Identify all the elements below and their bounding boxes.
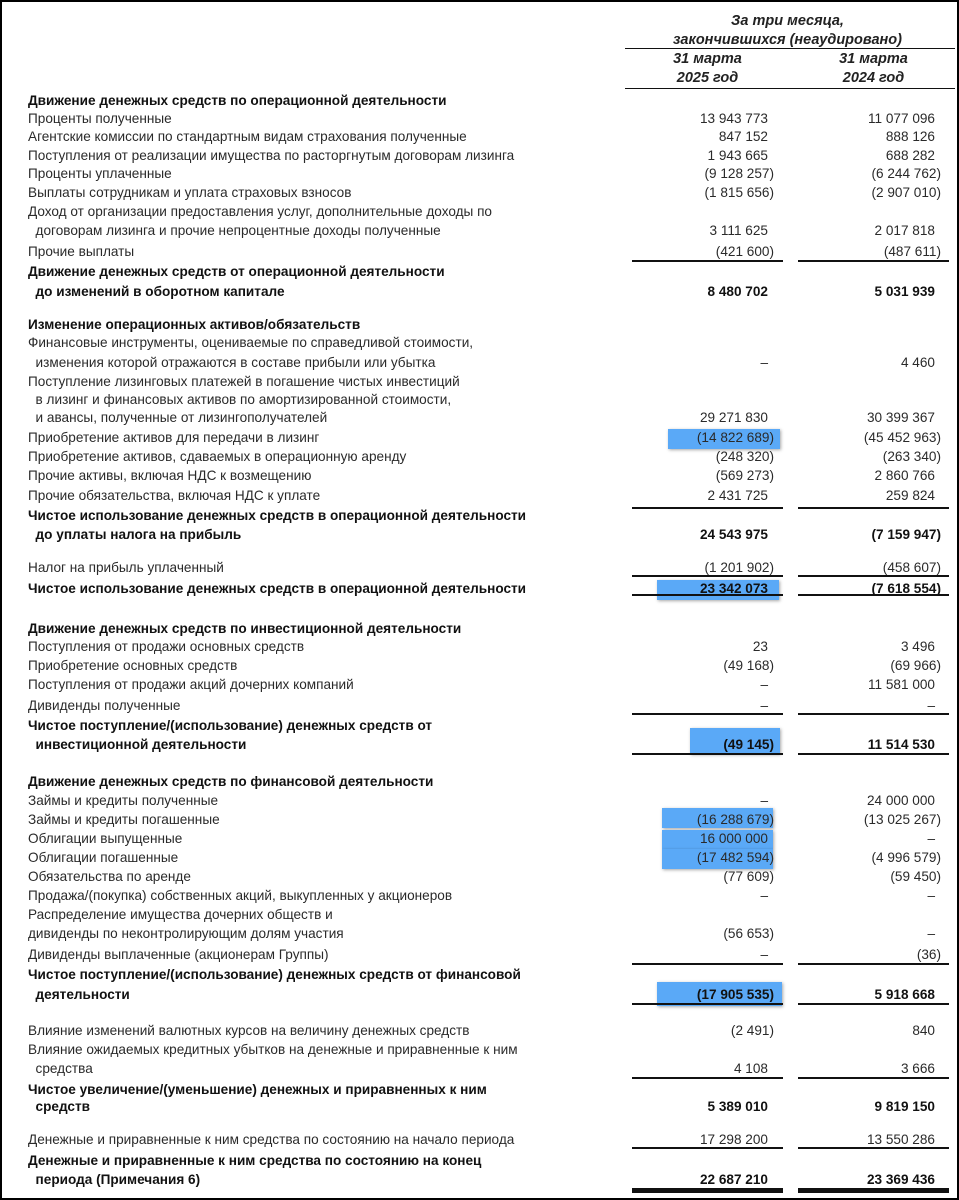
value-2025: (2 491) (730, 1023, 774, 1038)
value-2025: – (760, 793, 768, 808)
value-2024: (487 611) (883, 244, 941, 259)
total-rule-2025 (632, 963, 783, 965)
value-2024: (4 996 579) (871, 850, 941, 865)
value-2025: (17 905 535) (696, 987, 774, 1002)
value-2024: 11 077 096 (867, 111, 935, 126)
value-2025: 5 389 010 (707, 1099, 768, 1114)
value-2024: 5 918 668 (874, 987, 935, 1002)
value-2024: 4 460 (900, 355, 935, 370)
row-label: Распределение имущества дочерних обществ и (28, 907, 333, 922)
row-label: Движение денежных средств по инвестиционной деятельности (28, 621, 462, 636)
row-label: деятельности (28, 987, 130, 1002)
row-label: Чистое поступление/(использование) денежных средств от (28, 718, 433, 733)
row-label: Движение денежных средств по финансовой деятельности (28, 774, 434, 789)
row-label: Поступления от продажи акций дочерних компаний (28, 677, 354, 692)
total-rule-2025 (632, 753, 783, 755)
value-2025: (16 288 679) (696, 812, 774, 827)
value-2024: (6 244 762) (871, 166, 941, 181)
value-2025: (569 273) (715, 468, 774, 483)
value-2024: 888 126 (885, 129, 935, 144)
value-2025: 17 298 200 (699, 1132, 768, 1147)
row-label: Займы и кредиты полученные (28, 793, 219, 808)
value-2024: 23 369 436 (866, 1172, 935, 1187)
total-rule-2024 (798, 260, 949, 262)
total-rule-2024 (798, 1003, 949, 1005)
row-label: Движение денежных средств по операционной деятельности (28, 93, 447, 108)
value-2025: 23 342 073 (699, 581, 768, 596)
total-rule-2024 (798, 753, 949, 755)
total-rule-2025 (632, 1147, 783, 1149)
row-label: Изменение операционных активов/обязательств (28, 317, 361, 332)
value-2025: (421 600) (715, 244, 774, 259)
row-label: Облигации погашенные (28, 850, 179, 865)
row-label: Проценты полученные (28, 111, 172, 126)
total-rule-2025 (632, 594, 783, 596)
value-2025: (49 145) (723, 737, 774, 752)
row-label: Прочие активы, включая НДС к возмещению (28, 468, 312, 483)
value-2025: (9 128 257) (704, 166, 774, 181)
row-label: средства (28, 1061, 93, 1076)
value-2024: 24 000 000 (866, 793, 935, 808)
row-label: Чистое использование денежных средств в операционной деятельности (28, 508, 527, 523)
value-2025: 4 108 (733, 1061, 768, 1076)
total-rule-2024 (798, 713, 949, 715)
value-2024: 9 819 150 (874, 1099, 935, 1114)
row-label: инвестиционной деятельности (28, 737, 247, 752)
value-2025: (14 822 689) (696, 430, 774, 445)
total-rule-2025 (632, 1003, 783, 1005)
value-2024: (7 159 947) (871, 527, 941, 542)
value-2024: 259 824 (885, 488, 935, 503)
value-2025: (17 482 594) (696, 850, 774, 865)
row-label: Чистое увеличение/(уменьшение) денежных и приравненных к ним (28, 1082, 487, 1097)
column-2024-date: 31 марта (839, 51, 908, 67)
row-label: Чистое использование денежных средств в операционной деятельности (28, 581, 527, 596)
value-2025: 2 431 725 (707, 488, 768, 503)
total-rule-2025 (632, 260, 783, 262)
value-2025: 29 271 830 (699, 410, 768, 425)
column-2024-year: 2024 год (842, 70, 905, 86)
row-label: Доход от организации предоставления услуг, дополнительные доходы по (28, 204, 492, 219)
value-2024: 3 496 (900, 639, 935, 654)
row-label: Поступления от продажи основных средств (28, 639, 305, 654)
value-2025: – (760, 698, 768, 713)
total-rule-2024 (798, 1077, 949, 1079)
value-2025: (248 320) (715, 449, 774, 464)
row-label: Агентские комиссии по стандартным видам страхования полученные (28, 129, 467, 144)
value-2024: 11 514 530 (867, 737, 935, 752)
value-2024: (45 452 963) (863, 430, 941, 445)
value-2025: (56 653) (723, 926, 774, 941)
row-label: Движение денежных средств от операционной деятельности (28, 264, 445, 279)
value-2024: 30 399 367 (866, 410, 935, 425)
row-label: средств (28, 1099, 91, 1114)
row-label: Денежные и приравненные к ним средства по состоянию на начало периода (28, 1132, 515, 1147)
column-2025-year: 2025 год (676, 70, 739, 86)
value-2024: (7 618 554) (871, 581, 941, 596)
value-2025: (49 168) (723, 658, 774, 673)
total-rule-2024 (798, 963, 949, 965)
value-2024: (263 340) (882, 449, 941, 464)
value-2024: 688 282 (885, 148, 935, 163)
row-label: периода (Примечания 6) (28, 1172, 201, 1187)
value-2024: (59 450) (890, 869, 941, 884)
value-2025: – (760, 888, 768, 903)
row-label: Выплаты сотрудникам и уплата страховых взносов (28, 185, 352, 200)
total-rule-2024 (798, 507, 949, 509)
value-2024: – (927, 926, 935, 941)
value-2025: 8 480 702 (707, 284, 768, 299)
value-2024: – (927, 698, 935, 713)
value-2024: (2 907 010) (871, 185, 941, 200)
period-header (625, 12, 950, 50)
value-2024: 5 031 939 (874, 284, 935, 299)
total-rule-2024 (798, 1188, 949, 1193)
value-2024: 840 (912, 1023, 935, 1038)
row-label: Прочие выплаты (28, 244, 135, 259)
row-label: и авансы, полученные от лизингополучателей (28, 410, 328, 425)
value-2024: (458 607) (882, 560, 941, 575)
value-2024: 11 581 000 (867, 677, 935, 692)
total-rule-2025 (632, 575, 783, 577)
value-2025: – (760, 355, 768, 370)
value-2025: – (760, 947, 768, 962)
row-label: Продажа/(покупка) собственных акций, выкупленных у акционеров (28, 888, 453, 903)
total-rule-2024 (798, 575, 949, 577)
row-label: Приобретение основных средств (28, 658, 238, 673)
row-label: Обязательства по аренде (28, 869, 191, 884)
period-line-2: закончившихся (неаудировано) (673, 32, 902, 48)
row-label: Дивиденды выплаченные (акционерам Группы) (28, 947, 329, 962)
header-rule (625, 48, 955, 49)
row-label: в лизинг и финансовых активов по амортизированной стоимости, (28, 392, 452, 407)
row-label: Налог на прибыль уплаченный (28, 560, 224, 575)
value-2024: (36) (916, 947, 941, 962)
total-rule-2024 (798, 594, 949, 596)
row-label: Проценты уплаченные (28, 166, 172, 181)
value-2024: (69 966) (890, 658, 941, 673)
header-bottom-rule (625, 88, 955, 89)
row-label: Займы и кредиты погашенные (28, 812, 220, 827)
row-label: изменения которой отражаются в составе прибыли или убытка (28, 355, 436, 370)
total-rule-2025 (632, 1077, 783, 1079)
value-2025: (77 609) (723, 869, 774, 884)
total-rule-2025 (632, 1188, 783, 1193)
value-2025: 24 543 975 (699, 527, 768, 542)
value-2024: 2 017 818 (874, 223, 935, 238)
row-label: Приобретение активов, сдаваемых в операционную аренду (28, 449, 407, 464)
value-2025: (1 201 902) (704, 560, 774, 575)
value-2024: (13 025 267) (863, 812, 941, 827)
row-label: до уплаты налога на прибыль (28, 527, 242, 542)
row-label: до изменений в оборотном капитале (28, 284, 285, 299)
row-label: Влияние ожидаемых кредитных убытков на денежные и приравненные к ним (28, 1042, 518, 1057)
row-label: Поступления от реализации имущества по расторгнутым договорам лизинга (28, 148, 515, 163)
row-label: Приобретение активов для передачи в лизинг (28, 430, 320, 445)
value-2025: 1 943 665 (707, 148, 768, 163)
total-rule-2024 (798, 1147, 949, 1149)
value-2024: 3 666 (900, 1061, 935, 1076)
period-line-1: За три месяца, (731, 13, 844, 29)
value-2024: – (927, 831, 935, 846)
value-2025: – (760, 677, 768, 692)
column-2024-header (798, 50, 949, 88)
value-2024: – (927, 888, 935, 903)
row-label: Чистое поступление/(использование) денежных средств от финансовой (28, 967, 521, 982)
row-label: Финансовые инструменты, оцениваемые по справедливой стоимости, (28, 335, 474, 350)
value-2025: (1 815 656) (704, 185, 774, 200)
column-2025-header (632, 50, 783, 88)
value-2025: 16 000 000 (699, 831, 768, 846)
row-label: Дивиденды полученные (28, 698, 181, 713)
total-rule-2025 (632, 713, 783, 715)
row-label: Влияние изменений валютных курсов на величину денежных средств (28, 1023, 470, 1038)
value-2025: 3 111 625 (709, 223, 768, 238)
row-label: Поступление лизинговых платежей в погашение чистых инвестиций (28, 374, 460, 389)
row-label: Облигации выпущенные (28, 831, 183, 846)
value-2024: 2 860 766 (874, 468, 935, 483)
value-2025: 22 687 210 (699, 1172, 768, 1187)
column-2025-date: 31 марта (673, 51, 742, 67)
row-label: дивиденды по неконтролирующим долям участия (28, 926, 344, 941)
row-label: договорам лизинга и прочие непроцентные доходы полученные (28, 223, 441, 238)
value-2025: 23 (752, 639, 768, 654)
row-label: Денежные и приравненные к ним средства по состоянию на конец (28, 1153, 482, 1168)
row-label: Прочие обязательства, включая НДС к уплате (28, 488, 321, 503)
total-rule-2025 (632, 507, 783, 509)
value-2025: 847 152 (718, 129, 768, 144)
value-2025: 13 943 773 (699, 111, 768, 126)
value-2024: 13 550 286 (866, 1132, 935, 1147)
